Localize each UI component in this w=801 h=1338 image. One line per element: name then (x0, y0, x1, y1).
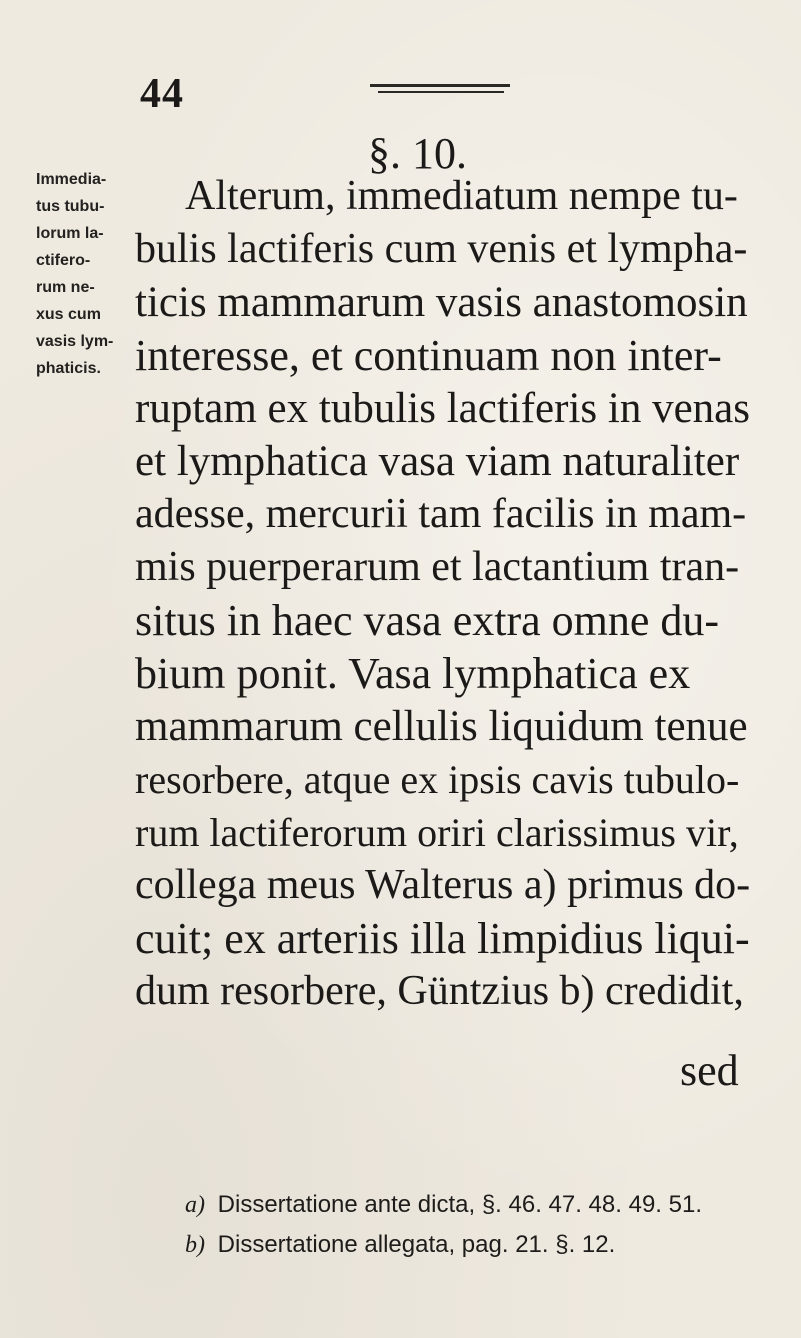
body-line: mis puerperarum et lactantium tran- (135, 544, 740, 590)
body-line: ruptam ex tubulis lactiferis in venas (135, 385, 750, 432)
body-line: resorbere, atque ex ipsis cavis tubulo- (135, 757, 740, 802)
footnote-text: Dissertatione ante dicta, §. 46. 47. 48. 49. 51. (217, 1191, 702, 1218)
margin-note-line: lorum la- (36, 225, 104, 242)
footnote-text: Dissertatione allegata, pag. 21. §. 12. (217, 1231, 616, 1258)
margin-note-line: phaticis. (36, 360, 101, 377)
footnote-marker: b) (185, 1232, 205, 1258)
body-line: rum lactiferorum oriri clarissimus vir, (135, 810, 739, 855)
body-line: dum resorbere, Güntzius b) credidit, (135, 968, 744, 1014)
body-line: situs in haec vasa extra omne du- (135, 596, 720, 645)
body-line: adesse, mercurii tam facilis in mam- (135, 491, 747, 537)
body-line: collega meus Walterus a) primus do- (135, 862, 751, 908)
body-line: interesse, et continuam non inter- (135, 331, 722, 380)
footnote (185, 1225, 702, 1265)
margin-note-line: vasis lym- (36, 333, 114, 350)
margin-note-line: tus tubu- (36, 198, 105, 215)
body-line: bulis lactiferis cum venis et lympha- (135, 226, 748, 272)
section-heading: §. 10. (368, 129, 467, 178)
margin-note-line: Immedia- (36, 171, 107, 188)
body-line: ticis mammarum vasis anastomosin (135, 279, 748, 326)
body-line: et lymphatica vasa viam naturaliter (135, 438, 740, 485)
margin-note (36, 166, 126, 382)
body-line: cuit; ex arteriis illa limpidius liqui- (135, 914, 750, 963)
body-text (135, 170, 751, 1018)
header-rule (370, 84, 510, 98)
margin-note-line: rum ne- (36, 279, 95, 296)
catchword: sed (680, 1046, 739, 1095)
body-line: mammarum cellulis liquidum tenue (135, 703, 748, 750)
body-line: bium ponit. Vasa lymphatica ex (135, 649, 691, 698)
footnotes (185, 1185, 702, 1265)
footnote (185, 1185, 702, 1225)
page-number: 44 (140, 71, 184, 117)
margin-note-line: ctifero- (36, 252, 91, 269)
body-line: Alterum, immediatum nempe tu- (185, 173, 738, 219)
margin-note-line: xus cum (36, 306, 101, 323)
footnote-marker: a) (185, 1192, 205, 1218)
